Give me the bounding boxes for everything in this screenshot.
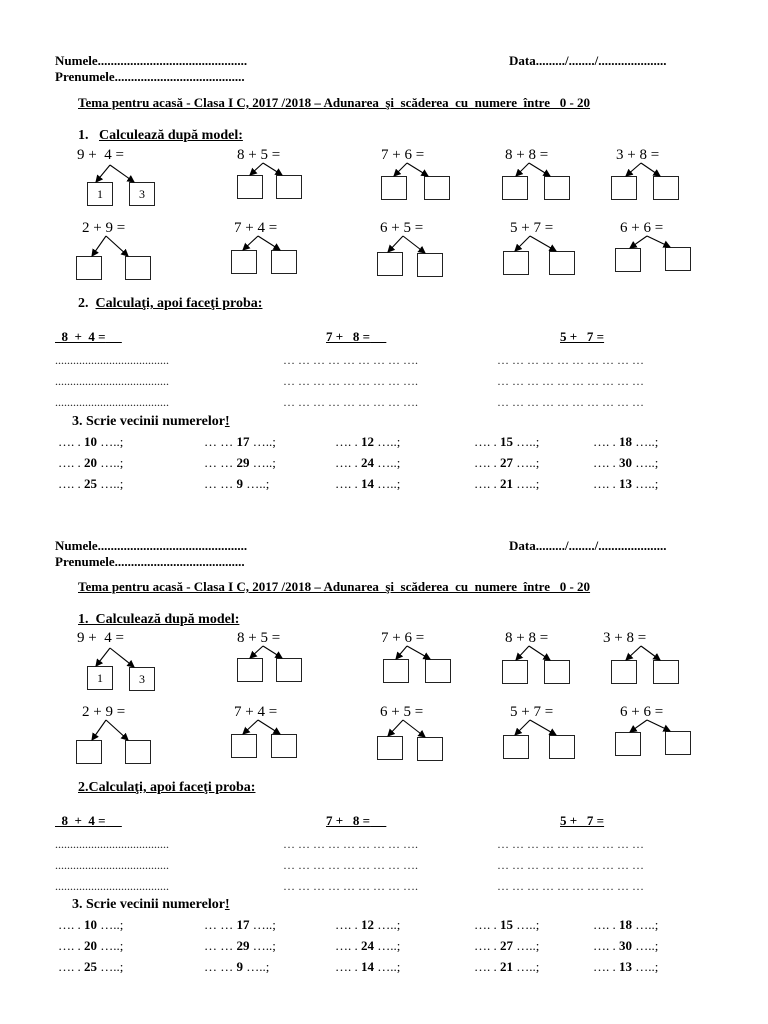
section3-heading: 3. Scrie vecinii numerelor! bbox=[72, 414, 230, 429]
section2-heading: 2.Calculaţi, apoi faceţi proba: bbox=[78, 780, 256, 795]
answer-dots[interactable]: … … … … … … … … … … bbox=[497, 374, 644, 388]
answer-box[interactable] bbox=[271, 734, 297, 758]
model-answer-box: 1 bbox=[87, 666, 113, 690]
section2-heading: 2. Calculaţi, apoi faceţi proba: bbox=[78, 296, 263, 311]
exercise-2-2: 7 + 4 = bbox=[234, 704, 278, 720]
answer-dots[interactable]: … … … … … … … … …. bbox=[283, 353, 418, 367]
exercise-1-4: 8 + 8 = bbox=[505, 147, 549, 163]
neighbour-item[interactable]: …. . 20 …..; bbox=[58, 455, 124, 470]
answer-box[interactable] bbox=[665, 731, 691, 755]
exercise-1-3: 7 + 6 = bbox=[381, 630, 425, 646]
name-line: Numele.............................................. bbox=[55, 53, 248, 68]
name-line: Numele.............................................. bbox=[55, 538, 248, 553]
answer-dots[interactable]: ...................................... bbox=[55, 837, 169, 851]
answer-box[interactable] bbox=[611, 176, 637, 200]
neighbour-item[interactable]: …. . 25 …..; bbox=[58, 476, 124, 491]
neighbour-item[interactable]: … … 29 …..; bbox=[204, 938, 276, 953]
answer-dots[interactable]: … … … … … … … … … … bbox=[497, 879, 644, 893]
answer-box[interactable] bbox=[125, 256, 151, 280]
worksheet-title: Tema pentru acasă - Clasa I C, 2017 /2018 – Adunarea şi scăderea cu numere între 0 - 20 bbox=[78, 95, 591, 110]
exercise-1-2: 8 + 5 = bbox=[237, 147, 281, 163]
neighbour-item[interactable]: …. . 13 …..; bbox=[593, 959, 659, 974]
answer-box[interactable] bbox=[231, 734, 257, 758]
answer-box[interactable] bbox=[125, 740, 151, 764]
answer-dots[interactable]: … … … … … … … … … … bbox=[497, 858, 644, 872]
neighbour-item[interactable]: …. . 21 …..; bbox=[474, 959, 540, 974]
exercise-2-1: 2 + 9 = bbox=[82, 220, 126, 236]
answer-box[interactable] bbox=[276, 658, 302, 682]
answer-box[interactable] bbox=[76, 256, 102, 280]
neighbour-item[interactable]: …. . 27 …..; bbox=[474, 455, 540, 470]
answer-box[interactable] bbox=[503, 251, 529, 275]
neighbour-item[interactable]: …. . 21 …..; bbox=[474, 476, 540, 491]
surname-line: Prenumele........................................ bbox=[55, 554, 245, 569]
exercise-3-3: 5 + 7 = bbox=[560, 813, 605, 828]
answer-box[interactable] bbox=[653, 660, 679, 684]
neighbour-item[interactable]: …. . 14 …..; bbox=[335, 476, 401, 491]
answer-box[interactable] bbox=[544, 660, 570, 684]
answer-dots[interactable]: ...................................... bbox=[55, 395, 169, 409]
exercise-1-1: 9 + 4 = bbox=[77, 147, 124, 163]
answer-dots[interactable]: … … … … … … … … …. bbox=[283, 858, 418, 872]
answer-box[interactable] bbox=[237, 175, 263, 199]
answer-box[interactable] bbox=[615, 732, 641, 756]
exercise-2-1: 2 + 9 = bbox=[82, 704, 126, 720]
worksheet-title: Tema pentru acasă - Clasa I C, 2017 /2018 – Adunarea şi scăderea cu numere între 0 - 20 bbox=[78, 579, 591, 594]
exercise-2-3: 6 + 5 = bbox=[380, 704, 424, 720]
neighbour-item[interactable]: …. . 25 …..; bbox=[58, 959, 124, 974]
exercise-2-4: 5 + 7 = bbox=[510, 704, 554, 720]
neighbour-item[interactable]: …. . 24 …..; bbox=[335, 938, 401, 953]
answer-box[interactable] bbox=[381, 176, 407, 200]
surname-line: Prenumele........................................ bbox=[55, 69, 245, 84]
answer-dots[interactable]: … … … … … … … … … … bbox=[497, 353, 644, 367]
answer-box[interactable] bbox=[237, 658, 263, 682]
date-line: Data........./......../..................... bbox=[509, 538, 667, 553]
answer-box[interactable] bbox=[503, 735, 529, 759]
neighbour-item[interactable]: …. . 12 …..; bbox=[335, 917, 401, 932]
answer-box[interactable] bbox=[665, 247, 691, 271]
answer-box[interactable] bbox=[615, 248, 641, 272]
neighbour-item[interactable]: …. . 12 …..; bbox=[335, 434, 401, 449]
neighbour-item[interactable]: … … 17 …..; bbox=[204, 434, 276, 449]
neighbour-item[interactable]: …. . 24 …..; bbox=[335, 455, 401, 470]
answer-dots[interactable]: … … … … … … … … … … bbox=[497, 395, 644, 409]
answer-box[interactable] bbox=[417, 737, 443, 761]
answer-dots[interactable]: ...................................... bbox=[55, 353, 169, 367]
neighbour-item[interactable]: …. . 18 …..; bbox=[593, 917, 659, 932]
exercise-2-3: 6 + 5 = bbox=[380, 220, 424, 236]
answer-box[interactable] bbox=[76, 740, 102, 764]
exercise-2-4: 5 + 7 = bbox=[510, 220, 554, 236]
answer-box[interactable] bbox=[544, 176, 570, 200]
section3-heading: 3. Scrie vecinii numerelor! bbox=[72, 897, 230, 912]
neighbour-item[interactable]: … … 9 …..; bbox=[204, 476, 270, 491]
exercise-3-1: 8 + 4 = bbox=[61, 813, 106, 828]
neighbour-item[interactable]: …. . 15 …..; bbox=[474, 917, 540, 932]
answer-box[interactable] bbox=[377, 736, 403, 760]
exercise-2-5: 6 + 6 = bbox=[620, 220, 664, 236]
answer-box[interactable] bbox=[383, 659, 409, 683]
exercise-1-3: 7 + 6 = bbox=[381, 147, 425, 163]
exercise-1-2: 8 + 5 = bbox=[237, 630, 281, 646]
answer-box[interactable] bbox=[653, 176, 679, 200]
answer-dots[interactable]: … … … … … … … … …. bbox=[283, 879, 418, 893]
exercise-2-2: 7 + 4 = bbox=[234, 220, 278, 236]
exercise-3-2: 7 + 8 = bbox=[326, 329, 371, 344]
answer-box[interactable] bbox=[231, 250, 257, 274]
exercise-3-3: 5 + 7 = bbox=[560, 329, 605, 344]
neighbour-item[interactable]: …. . 14 …..; bbox=[335, 959, 401, 974]
answer-box[interactable] bbox=[502, 176, 528, 200]
answer-box[interactable] bbox=[611, 660, 637, 684]
model-answer-box: 3 bbox=[129, 667, 155, 691]
exercise-1-4: 8 + 8 = bbox=[505, 630, 549, 646]
answer-box[interactable] bbox=[271, 250, 297, 274]
answer-dots[interactable]: ...................................... bbox=[55, 879, 169, 893]
answer-box[interactable] bbox=[549, 251, 575, 275]
exercise-2-5: 6 + 6 = bbox=[620, 704, 664, 720]
neighbour-item[interactable]: …. . 30 …..; bbox=[593, 938, 659, 953]
answer-dots[interactable]: ...................................... bbox=[55, 374, 169, 388]
answer-box[interactable] bbox=[276, 175, 302, 199]
answer-dots[interactable]: … … … … … … … … …. bbox=[283, 837, 418, 851]
neighbour-item[interactable]: …. . 18 …..; bbox=[593, 434, 659, 449]
answer-box[interactable] bbox=[417, 253, 443, 277]
exercise-3-2: 7 + 8 = bbox=[326, 813, 371, 828]
answer-dots[interactable]: … … … … … … … … … … bbox=[497, 837, 644, 851]
answer-dots[interactable]: ...................................... bbox=[55, 858, 169, 872]
date-line: Data........./......../..................... bbox=[509, 53, 667, 68]
neighbour-item[interactable]: …. . 27 …..; bbox=[474, 938, 540, 953]
neighbour-item[interactable]: …. . 15 …..; bbox=[474, 434, 540, 449]
neighbour-item[interactable]: … … 29 …..; bbox=[204, 455, 276, 470]
neighbour-item[interactable]: …. . 30 …..; bbox=[593, 455, 659, 470]
exercise-1-5: 3 + 8 = bbox=[616, 147, 660, 163]
neighbour-item[interactable]: …. . 13 …..; bbox=[593, 476, 659, 491]
answer-dots[interactable]: … … … … … … … … …. bbox=[283, 395, 418, 409]
neighbour-item[interactable]: … … 9 …..; bbox=[204, 959, 270, 974]
model-answer-box: 1 bbox=[87, 182, 113, 206]
exercise-3-1: 8 + 4 = bbox=[61, 329, 106, 344]
neighbour-item[interactable]: …. . 10 …..; bbox=[58, 434, 124, 449]
neighbour-item[interactable]: …. . 10 …..; bbox=[58, 917, 124, 932]
model-answer-box: 3 bbox=[129, 182, 155, 206]
section1-heading: 1. Calculează după model: bbox=[78, 128, 243, 143]
answer-box[interactable] bbox=[549, 735, 575, 759]
answer-box[interactable] bbox=[502, 660, 528, 684]
neighbour-item[interactable]: …. . 20 …..; bbox=[58, 938, 124, 953]
answer-box[interactable] bbox=[425, 659, 451, 683]
neighbour-item[interactable]: … … 17 …..; bbox=[204, 917, 276, 932]
exercise-1-5: 3 + 8 = bbox=[603, 630, 647, 646]
answer-box[interactable] bbox=[377, 252, 403, 276]
answer-box[interactable] bbox=[424, 176, 450, 200]
section1-heading: 1. Calculează după model: bbox=[78, 612, 240, 627]
answer-dots[interactable]: … … … … … … … … …. bbox=[283, 374, 418, 388]
exercise-1-1: 9 + 4 = bbox=[77, 630, 124, 646]
